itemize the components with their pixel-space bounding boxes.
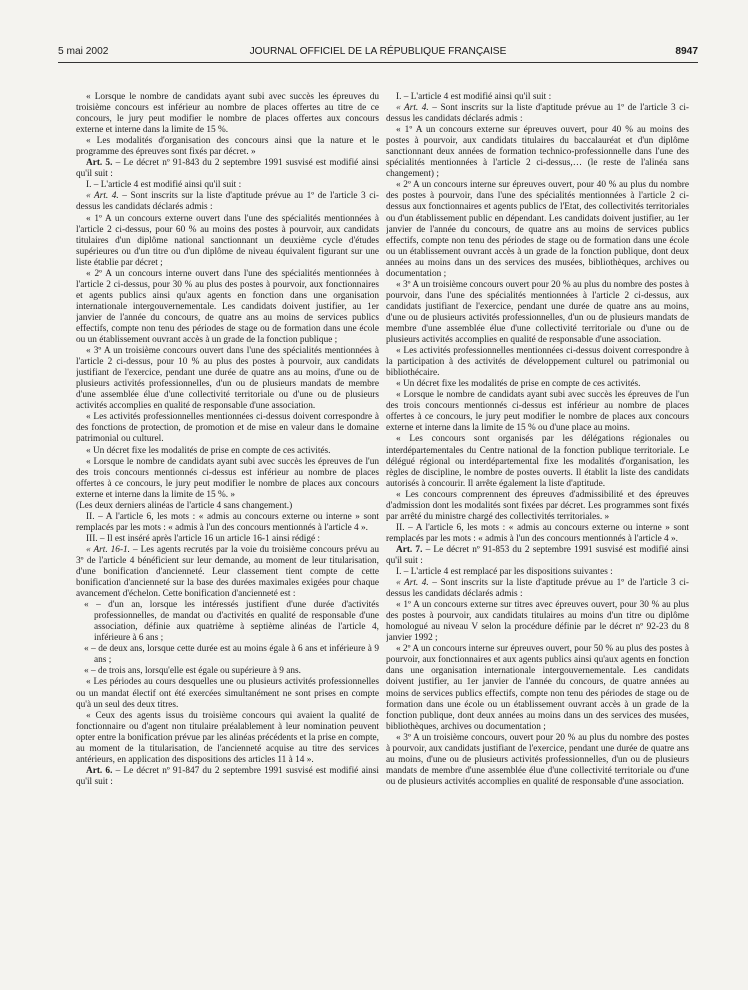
paragraph — [386, 125, 689, 180]
paragraph — [76, 766, 379, 788]
paragraph-text: « – d'un an, lorsque les intéressés justifient d'une durée d'activités professionnelles, de mandat ou d'activités en qualité de responsable d'une association, définie aux quatrième à septième alinéas de l'article 4, inférieure à 6 ans ; — [84, 600, 379, 644]
paragraph-text: « 3º A un troisième concours ouvert dans l'une des spécialités mentionnées à l'article 2 ci-dessus, pour 10 % au plus des postes à pourvoir, aux candidats justifiant de l'exercice, pendant une durée de quatre ans au moins, d'une ou de plusieurs activités professionnelles, d'un ou de plusieurs mandats de membre d'une assemblée élue d'une collectivité territoriale ou d'une ou de plusieurs activités accomplies en qualité de responsable d'une association. — [76, 346, 379, 412]
article-ref: « Art. 4. — [396, 578, 429, 589]
paragraph-text: « 3º A un troisième concours, ouvert pour 20 % au plus du nombre des postes à pourvoir, aux candidats justifiant de l'exercice, pendant une durée de quatre ans au moins, d'une ou de plusieurs activités professionnelles, d'un ou de plusieurs mandats de membre d'une assemblée élue d'une collectivité territoriale ou d'une ou de plusieurs activités accomplies en qualité de responsable d'une association. — [386, 732, 689, 787]
paragraph-text: « 2º A un concours interne sur épreuves ouvert, pour 50 % au plus des postes à pourvoir, aux fonctionnaires et aux agents publics ainsi qu'aux agents en fonction dans une organisation internationale intergouvernementale. Les candidats doivent justifier, au 1er janvier de l'année du concours, de quatre années au moins de services publics effectifs, compte non tenu des périodes de stage ou de formation dans une école ou un établissement ouvrant accès à un grade de la fonction publique, dont deux années au moins dans un des services des musées, bibliothèques, archives ou documentation ; — [386, 644, 689, 732]
paragraph — [386, 600, 689, 644]
paragraph-text: – Le décret nº 91-847 du 2 septembre 1991 susvisé est modifié ainsi qu'il suit : — [76, 765, 379, 787]
paragraph-text: (Les deux derniers alinéas de l'article 4 sans changement.) — [76, 500, 293, 511]
paragraph-text: « – de trois ans, lorsqu'elle est égale ou supérieure à 9 ans. — [84, 666, 301, 677]
paragraph — [386, 490, 689, 523]
article-ref: « Art. 16-1. — [86, 544, 131, 555]
paragraph-text: « Les périodes au cours desquelles une ou plusieurs activités professionnelles ou un mandat électif ont été exercées simultanément ne sont prises en compte qu'à un seul des deux titres. — [76, 677, 379, 710]
paragraph — [386, 578, 689, 600]
article-ref: « Art. 4. — [396, 103, 429, 114]
paragraph-text: – Le décret nº 91-853 du 2 septembre 1991 susvisé est modifié ainsi qu'il suit : — [386, 544, 689, 566]
paragraph — [386, 644, 689, 732]
paragraph-text: « 1º A un concours externe sur épreuves ouvert, pour 40 % au moins des postes à pourvoir, aux candidats titulaires du baccalauréat et d'un diplôme sanctionnant deux années de formation technico-professionnelle dans l'une des spécialités mentionnées à l'article 2 ci-dessus,… (le reste de l'alinéa sans changement) ; — [386, 125, 689, 180]
article-label: Art. 6. — [86, 765, 113, 776]
article-label: Art. 5. — [86, 158, 113, 169]
paragraph-text: « Ceux des agents issus du troisième concours qui avaient la qualité de fonctionnaire ou d'agent non titulaire préalablement à leur nomination peuvent opter entre la bonification prévue par les alinéas précédents et la prise en compte, au moment de la titularisation, de l'ancienneté acquise au titre des services antérieurs, en application des dispositions des articles 11 à 14 ». — [76, 710, 379, 765]
paragraph-text: – Le décret nº 91-843 du 2 septembre 1991 susvisé est modifié ainsi qu'il suit : — [76, 158, 379, 180]
paragraph — [76, 711, 379, 766]
paragraph-text: III. – Il est inséré après l'article 16 un article 16-1 ainsi rédigé : — [86, 533, 321, 544]
paragraph-text: I. – L'article 4 est remplacé par les dispositions suivantes : — [396, 567, 613, 578]
paragraph-text: « 2º A un concours interne ouvert dans l'une des spécialités mentionnées à l'article 2 ci-dessus, pour 30 % au plus des postes à pourvoir, aux fonctionnaires et agents publics ainsi qu'aux agents en fonction dans une organisation internationale intergouvernementale. Les candidats doivent justifier, au 1er janvier de l'année du concours, de quatre ans au moins de services publics effectifs, compte non tenu des périodes de stage ou de formation dans une école ou un établissement ouvrant accès à un grade de la fonction publique ; — [76, 268, 379, 346]
paragraph — [386, 346, 689, 379]
paragraph — [76, 92, 379, 136]
paragraph — [76, 501, 379, 512]
paragraph — [386, 92, 689, 103]
paragraph-text: « Les activités professionnelles mentionnées ci-dessus doivent correspondre à des fonctions de protection, de promotion et de mise en valeur dans le domaine patrimonial ou culturel. — [76, 412, 379, 445]
paragraph-text: « 1º A un concours externe ouvert dans l'une des spécialités mentionnées à l'article 2 ci-dessus, pour 60 % au moins des postes à pourvoir, aux candidats titulaires d'un diplôme national sanctionnant un deuxième cycle d'études supérieures ou d'un titre ou d'un diplôme de niveau équivalent figurant sur une liste établie par décret ; — [76, 213, 379, 268]
paragraph — [386, 733, 689, 788]
paragraph-text: « – de deux ans, lorsque cette durée est au moins égale à 6 ans et inférieure à 9 ans ; — [84, 644, 379, 666]
paragraph — [386, 567, 689, 578]
paragraph — [386, 390, 689, 434]
paragraph — [76, 214, 379, 269]
paragraph — [76, 412, 379, 445]
article-ref: « Art. 4. — [86, 191, 119, 202]
paragraph — [386, 180, 689, 279]
journal-title: JOURNAL OFFICIEL DE LA RÉPUBLIQUE FRANÇAISE — [249, 46, 507, 57]
paragraph — [386, 434, 689, 489]
paragraph — [76, 191, 379, 213]
paragraph — [76, 545, 379, 600]
paragraph-text: I. – L'article 4 est modifié ainsi qu'il suit : — [396, 92, 552, 102]
article-label: Art. 7. — [396, 544, 423, 555]
paragraph-text: « Lorsque le nombre de candidats ayant subi avec succès les épreuves du troisième concours est inférieur au nombre de places offertes au titre de ce concours, le jury peut modifier le nombre de places offertes aux concours externe et interne dans la limite de 15 %. — [76, 92, 379, 136]
text-column-right — [386, 92, 689, 987]
paragraph — [386, 379, 689, 390]
paragraph-text: « Lorsque le nombre de candidats ayant subi avec succès les épreuves de l'un des trois concours mentionnés ci-dessus est inférieur au nombre de places offertes à ce concours, le jury peut modifier le nombre de places aux concours externe et interne dans la limite de 15 % ou d'une place au moins. — [386, 390, 689, 434]
paragraph — [76, 446, 379, 457]
paragraph-text: II. – A l'article 6, les mots : « admis au concours externe ou interne » sont remplacés par les mots : « admis à l'un des concours mentionnés à l'article 4 ». — [76, 511, 379, 533]
paragraph-text: – Sont inscrits sur la liste d'aptitude prévue au 1º de l'article 3 ci-dessus les candidats déclarés admis : — [76, 191, 379, 213]
paragraph-text: « Les activités professionnelles mentionnées ci-dessus doivent correspondre à la participation à des activités de développement culturel ou patrimonial ou bibliothécaire. — [386, 346, 689, 379]
paragraph-text: « Les concours sont organisés par les délégations régionales ou interdépartementales du Centre national de la fonction publique territoriale. Le délégué régional ou interdépartemental fixe les modalités d'organisation, les règles de discipline, le nombre de postes ouverts. Il établit la liste des candidats autorisés à concourir. Il arrête également la liste d'aptitude. — [386, 434, 689, 489]
paragraph — [386, 523, 689, 545]
paragraph-text: « 1º A un concours externe sur titres avec épreuves ouvert, pour 30 % au plus des postes à pourvoir, aux candidats titulaires au moins d'un titre ou diplôme homologué au niveau V selon la procédure définie par le décret nº 92-23 du 8 janvier 1992 ; — [386, 600, 689, 644]
paragraph — [76, 346, 379, 412]
page-number: 8947 — [675, 46, 698, 57]
page-header — [58, 46, 698, 60]
paragraph — [76, 512, 379, 534]
paragraph-text: « Un décret fixe les modalités de prise en compte de ces activités. — [86, 445, 331, 456]
paragraph-text: – Sont inscrits sur la liste d'aptitude prévue au 1º de l'article 3 ci-dessus les candidats déclarés admis : — [386, 578, 689, 600]
paragraph — [386, 103, 689, 125]
paragraph — [386, 545, 689, 567]
paragraph — [76, 180, 379, 191]
paragraph-text: « Les concours comprennent des épreuves d'admissibilité et des épreuves d'admission dont les modalités sont fixées par décret. Les programmes sont fixés par arrêté du ministre chargé des collectivités territoriales. » — [386, 489, 689, 522]
paragraph — [386, 280, 689, 346]
paragraph — [76, 136, 379, 158]
paragraph — [76, 677, 379, 710]
paragraph — [76, 666, 379, 677]
header-rule — [58, 62, 698, 63]
paragraph — [76, 457, 379, 501]
paragraph — [76, 600, 379, 644]
paragraph-text: II. – A l'article 6, les mots : « admis au concours externe ou interne » sont remplacés par les mots : « admis à l'un des concours mentionnés à l'article 4 ». — [386, 522, 689, 544]
text-column-left — [76, 92, 379, 987]
paragraph-text: « Les modalités d'organisation des concours ainsi que la nature et le programme des épreuves sont fixés par décret. » — [76, 136, 379, 158]
paragraph — [76, 269, 379, 346]
paragraph — [76, 158, 379, 180]
paragraph — [76, 644, 379, 666]
paragraph-text: – Sont inscrits sur la liste d'aptitude prévue au 1º de l'article 3 ci-dessus les candidats déclarés admis : — [386, 103, 689, 125]
paragraph-text: « 3º A un troisième concours ouvert pour 20 % au plus du nombre des postes à pourvoir, dans l'une des spécialités mentionnées à l'article 2 ci-dessus, aux candidats justifiant de l'exercice, pendant une durée de quatre ans au moins, d'une ou de plusieurs activités professionnelles, d'un ou de plusieurs mandats de membre d'une assemblée élue d'une collectivité territoriale ou d'une ou de plusieurs activités accomplies en qualité de responsable d'une association. — [386, 279, 689, 346]
paragraph-text: « Un décret fixe les modalités de prise en compte de ces activités. — [396, 379, 641, 390]
paragraph-text: « Lorsque le nombre de candidats ayant subi avec succès les épreuves de l'un des trois concours mentionnés ci-dessus est inférieur au nombre de places offertes à ce concours, le jury peut modifier le nombre de places aux concours externe et interne dans la limite de 15 %. » — [76, 456, 379, 500]
paragraph — [76, 534, 379, 545]
paragraph-text: I. – L'article 4 est modifié ainsi qu'il suit : — [86, 180, 242, 191]
paragraph-text: « 2º A un concours interne sur épreuves ouvert, pour 40 % au plus du nombre des postes à pourvoir, dans l'une des spécialités mentionnées à l'article 2 ci-dessus aux fonctionnaires et agents publics de l'Etat, des collectivités territoriales ou d'un établissement public en dépendant. Les candidats doivent justifier, au 1er janvier de l'année du concours, de quatre ans au moins de services publics effectifs, compte non tenu des périodes de stage ou de formation dans une école ou un établissement ouvrant accès à un grade de la fonction publique, dont deux années au moins dans un des services des musées, bibliothèques, archives ou documentation ; — [386, 180, 689, 279]
paragraph-text: – Les agents recrutés par la voie du troisième concours prévu au 3º de l'article 4 bénéficient sur leur demande, au moment de leur titularisation, d'une bonification d'ancienneté. Leur classement tient compte de cette bonification d'ancienneté sur la base des durées maximales exigées pour chaque avancement d'échelon. Cette bonification d'ancienneté est : — [76, 544, 379, 600]
issue-date: 5 mai 2002 — [58, 46, 109, 57]
